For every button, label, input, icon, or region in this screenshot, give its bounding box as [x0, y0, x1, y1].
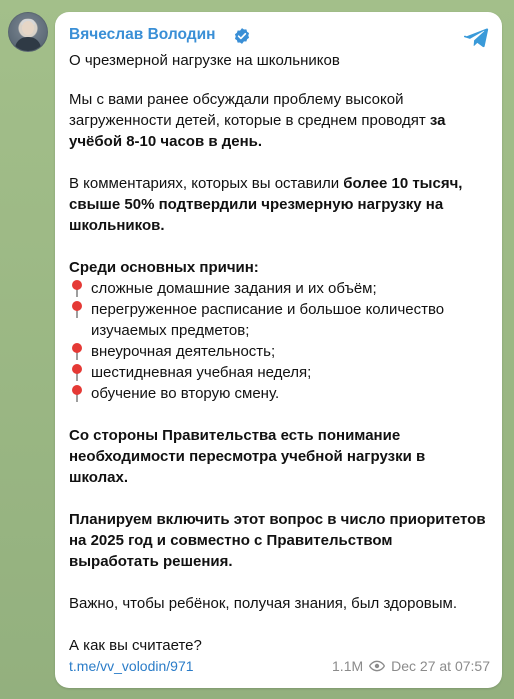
paragraph-1-text: Мы с вами ранее обсуждали проблему высокой загруженности детей, которые в среднем проводят	[69, 91, 430, 129]
verified-badge-icon	[233, 27, 251, 45]
list-item-text: шестидневная учебная неделя;	[91, 364, 312, 381]
message-meta	[332, 658, 490, 674]
post-link[interactable]: t.me/vv_volodin/971	[69, 658, 194, 674]
paragraph-4-bold: Планируем включить этот вопрос в число приоритетов на 2025 год и совместно с Правительством выработать решения.	[69, 511, 486, 570]
paragraph-5: Важно, чтобы ребёнок, получая знания, был здоровым.	[69, 595, 458, 612]
reasons-list	[69, 278, 486, 404]
telegram-share-icon[interactable]	[464, 24, 490, 50]
paragraph-3	[69, 425, 486, 488]
author-avatar[interactable]	[8, 12, 48, 52]
paragraph-2-text: В комментариях, которых вы оставили	[69, 175, 344, 192]
list-item	[69, 341, 486, 362]
author-name[interactable]: Вячеслав Володин	[69, 26, 216, 43]
list-item-text: сложные домашние задания и их объём;	[91, 280, 377, 297]
message-timestamp: Dec 27 at 07:57	[391, 658, 490, 674]
avatar-suit	[15, 37, 41, 52]
eye-icon	[369, 660, 385, 672]
round-pushpin-icon	[69, 362, 85, 382]
paragraph-3-bold: Со стороны Правительства есть понимание необходимости пересмотра учебной нагрузки в школах.	[69, 427, 426, 486]
round-pushpin-icon	[69, 383, 85, 403]
message-footer	[69, 658, 490, 678]
paragraph-1-bold: за учёбой 8-10 часов в день.	[69, 112, 446, 150]
round-pushpin-icon	[69, 278, 85, 298]
message-bubble	[55, 12, 502, 688]
view-count: 1.1M	[332, 658, 364, 674]
list-item	[69, 299, 486, 341]
paragraph-4	[69, 509, 486, 572]
round-pushpin-icon	[69, 299, 85, 319]
list-item-text: обучение во вторую смену.	[91, 385, 280, 402]
paragraph-1	[69, 89, 486, 152]
list-item-text: перегруженное расписание и большое количество изучаемых предметов;	[91, 301, 445, 339]
avatar-head	[22, 21, 34, 35]
reasons-heading-text: Среди основных причин:	[69, 259, 259, 276]
reasons-heading	[69, 257, 486, 278]
list-item-text: внеурочная деятельность;	[91, 343, 276, 360]
message-text	[69, 50, 486, 656]
list-item	[69, 362, 486, 383]
paragraph-2	[69, 173, 486, 236]
paragraph-6: А как вы считаете?	[69, 637, 202, 654]
post-title: О чрезмерной нагрузке на школьников	[69, 52, 340, 69]
paragraph-2-bold: более 10 тысяч, свыше 50% подтвердили чрезмерную нагрузку на школьников.	[69, 175, 463, 234]
round-pushpin-icon	[69, 341, 85, 361]
list-item	[69, 383, 486, 404]
list-item	[69, 278, 486, 299]
